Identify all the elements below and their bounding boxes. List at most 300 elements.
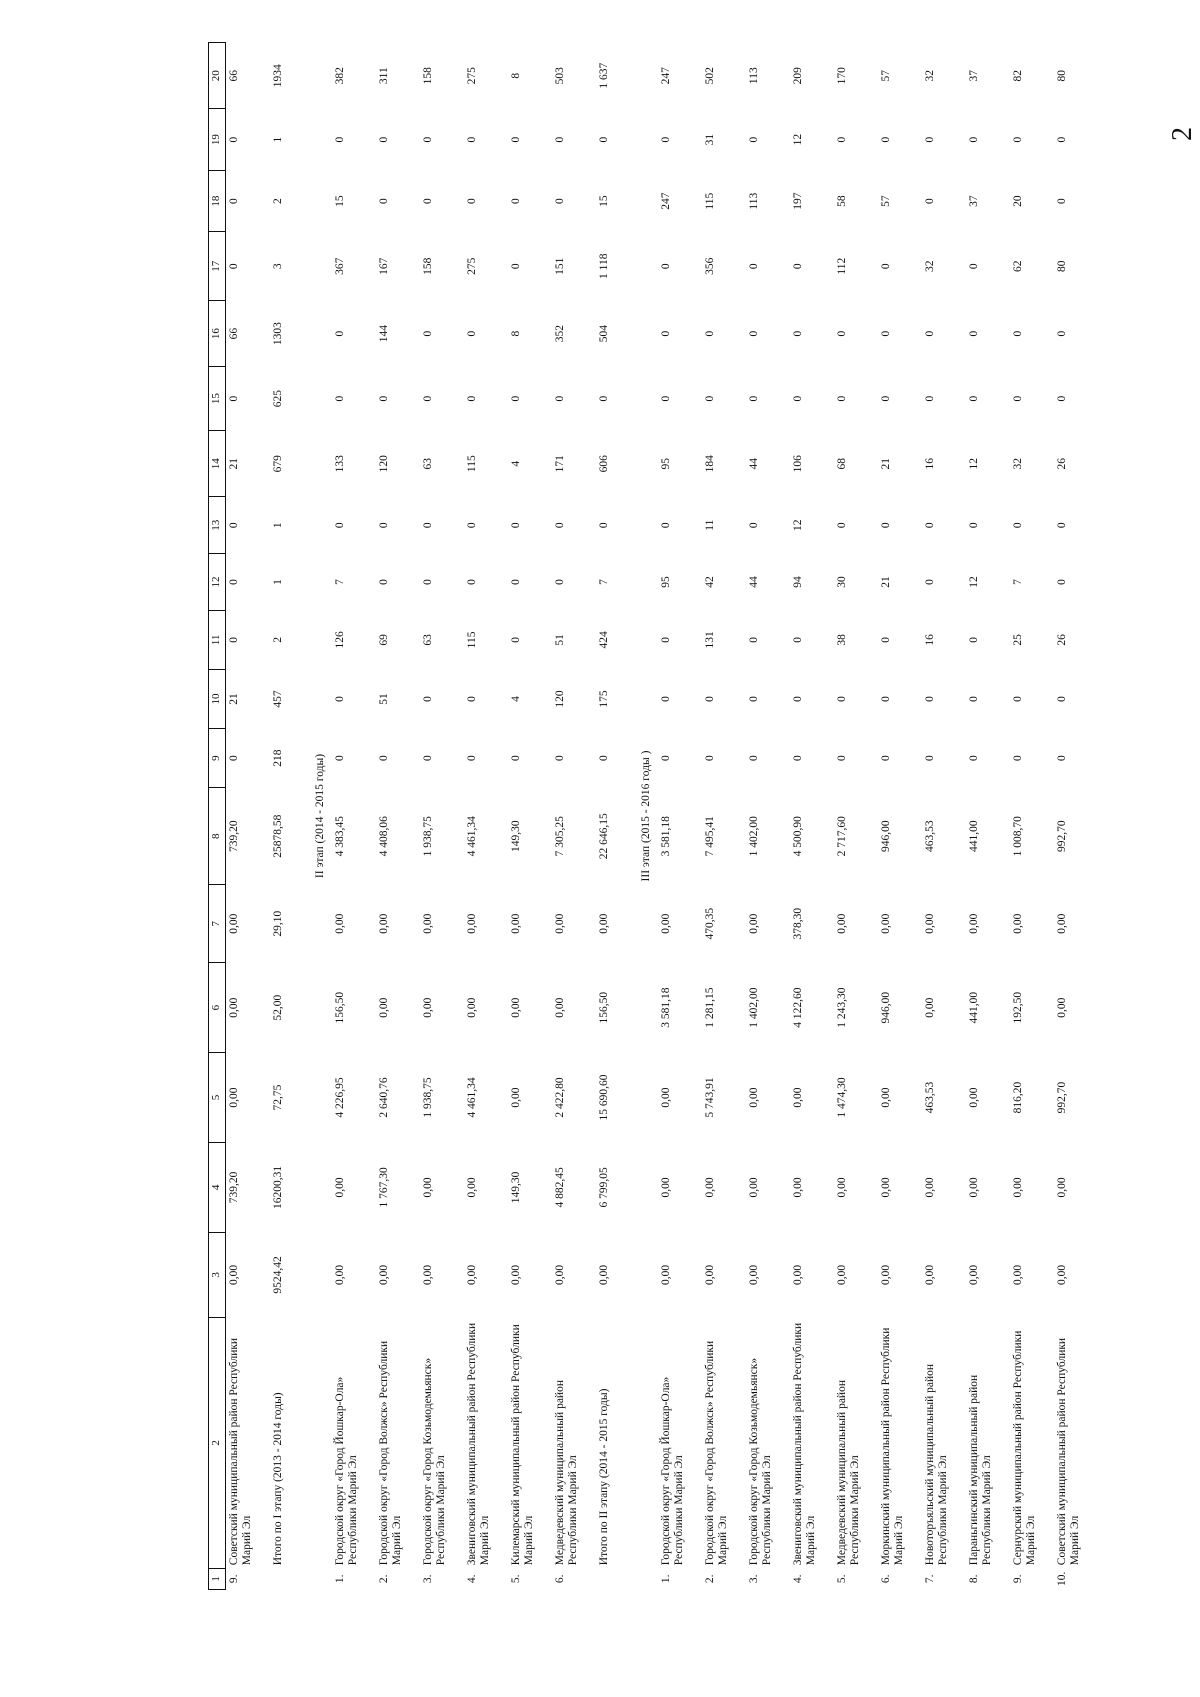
- cell-col-15: 0: [510, 395, 522, 402]
- cell-col-8: 739,20: [228, 820, 240, 852]
- table-row: [332, 43, 376, 1590]
- cell-col-12: 7: [334, 579, 346, 585]
- cell-col-4: 0,00: [1012, 1177, 1024, 1198]
- cell-col-3: 0,00: [660, 1264, 672, 1285]
- cell-col-18: 37: [968, 195, 980, 207]
- cell-col-19: 0: [660, 136, 672, 143]
- row-number: 5.: [836, 1574, 848, 1584]
- cell-col-16: 0: [880, 330, 892, 337]
- cell-col-10: 120: [554, 690, 566, 708]
- cell-col-12: 21: [880, 576, 892, 588]
- header-col-17: 17: [209, 232, 226, 301]
- cell-col-3: 0,00: [792, 1264, 804, 1285]
- row-name: Советский муниципальный район Республики Марий Эл: [228, 1337, 254, 1566]
- cell-col-16: 0: [836, 330, 848, 337]
- cell-col-7: 378,30: [792, 907, 804, 940]
- cell-col-6: 1 281,15: [704, 987, 716, 1028]
- cell-col-10: 4: [510, 696, 522, 702]
- cell-col-20: 247: [660, 67, 672, 85]
- cell-col-5: 0,00: [748, 1087, 760, 1108]
- cell-col-7: 0,00: [334, 913, 346, 934]
- cell-col-13: 11: [704, 519, 716, 531]
- cell-col-6: 946,00: [880, 991, 892, 1024]
- cell-col-15: 0: [1056, 395, 1068, 402]
- cell-col-18: 113: [748, 192, 760, 210]
- cell-col-13: 0: [466, 522, 478, 529]
- cell-col-10: 0: [1056, 696, 1068, 702]
- cell-col-9: 0: [836, 755, 848, 762]
- cell-col-16: 0: [792, 330, 804, 337]
- cell-col-13: 1: [272, 522, 284, 529]
- row-name: Городской округ «Город Волжск» Республики Марий Эл: [704, 1340, 730, 1566]
- cell-col-5: 0,00: [228, 1087, 240, 1108]
- cell-col-15: 0: [466, 395, 478, 402]
- cell-col-10: 0: [836, 696, 848, 702]
- cell-col-3: 0,00: [836, 1264, 848, 1285]
- header-col-2: 2: [209, 1317, 226, 1568]
- cell-col-15: 0: [1012, 395, 1024, 402]
- cell-col-7: 0,00: [836, 913, 848, 934]
- row-number: 1.: [660, 1574, 672, 1584]
- cell-col-8: 4 383,45: [334, 816, 346, 857]
- cell-col-16: 352: [554, 324, 566, 343]
- cell-col-16: 8: [510, 330, 522, 337]
- cell-col-12: 12: [968, 576, 980, 588]
- cell-col-6: 0,00: [510, 997, 522, 1018]
- cell-col-10: 0: [748, 696, 760, 702]
- table-row: [966, 43, 1010, 1590]
- cell-col-17: 62: [1012, 260, 1024, 272]
- cell-col-12: 0: [228, 579, 240, 585]
- table-row: [464, 43, 508, 1590]
- cell-col-9: 0: [422, 755, 434, 762]
- cell-col-7: 0,00: [422, 913, 434, 934]
- cell-col-11: 2: [272, 637, 284, 643]
- cell-col-12: 42: [704, 576, 716, 588]
- cell-col-8: 1 008,70: [1012, 816, 1024, 857]
- cell-col-13: 0: [228, 522, 240, 529]
- cell-col-10: 0: [334, 696, 346, 702]
- cell-col-9: 0: [704, 755, 716, 762]
- cell-col-14: 21: [228, 457, 240, 470]
- cell-col-20: 382: [334, 67, 346, 85]
- cell-col-8: 441,00: [968, 820, 980, 852]
- cell-col-19: 0: [228, 136, 240, 143]
- cell-col-19: 0: [378, 136, 390, 143]
- cell-col-16: 66: [228, 327, 240, 340]
- header-col-10: 10: [209, 669, 226, 728]
- cell-col-9: 0: [660, 755, 672, 762]
- page-number: 2: [1167, 127, 1198, 141]
- cell-col-3: 0,00: [510, 1264, 522, 1285]
- cell-col-5: 816,20: [1012, 1081, 1024, 1114]
- cell-col-8: 946,00: [880, 820, 892, 852]
- cell-col-7: 0,00: [660, 913, 672, 934]
- cell-col-3: 0,00: [378, 1264, 390, 1285]
- header-col-14: 14: [209, 431, 226, 497]
- cell-col-20: 502: [704, 67, 716, 85]
- cell-col-10: 0: [880, 696, 892, 702]
- cell-col-4: 0,00: [422, 1177, 434, 1198]
- cell-col-6: 52,00: [272, 994, 284, 1021]
- stage-2-heading: [314, 43, 332, 1590]
- cell-col-4: 0,00: [704, 1177, 716, 1198]
- header-col-8: 8: [209, 788, 226, 885]
- cell-col-12: 94: [792, 576, 804, 588]
- table-row: [790, 43, 834, 1590]
- cell-col-7: 0,00: [748, 913, 760, 934]
- header-col-9: 9: [209, 729, 226, 788]
- cell-col-7: 29,10: [272, 910, 284, 937]
- table-row: [376, 43, 420, 1590]
- cell-col-17: 3: [272, 263, 284, 270]
- cell-col-12: 0: [1056, 579, 1068, 585]
- cell-col-12: 44: [748, 576, 760, 588]
- cell-col-5: 1 938,75: [422, 1077, 434, 1118]
- cell-col-11: 0: [228, 637, 240, 643]
- cell-col-7: 0,00: [924, 913, 936, 934]
- cell-col-8: 4 408,06: [378, 816, 390, 857]
- cell-col-16: 0: [1012, 330, 1024, 337]
- cell-col-10: 0: [660, 696, 672, 702]
- cell-col-14: 95: [660, 457, 672, 470]
- cell-col-19: 0: [968, 136, 980, 143]
- cell-col-20: 8: [510, 72, 522, 79]
- cell-col-4: 0,00: [334, 1177, 346, 1198]
- cell-col-10: 0: [792, 696, 804, 702]
- row-name: Звениговский муниципальный район Республики Марий Эл: [466, 1322, 492, 1566]
- cell-col-17: 0: [968, 263, 980, 270]
- row-number: 3.: [748, 1574, 760, 1584]
- cell-col-14: 120: [378, 455, 390, 473]
- row-number: 3.: [422, 1574, 434, 1584]
- cell-col-8: 149,30: [510, 820, 522, 852]
- cell-col-11: 26: [1056, 634, 1068, 646]
- cell-col-10: 0: [968, 696, 980, 702]
- cell-col-13: 0: [748, 522, 760, 529]
- table-row: [420, 43, 464, 1590]
- cell-col-5: 0,00: [792, 1087, 804, 1108]
- cell-col-5: 2 422,80: [554, 1077, 566, 1118]
- cell-col-16: 1303: [272, 322, 284, 346]
- cell-col-17: 0: [792, 263, 804, 270]
- cell-col-12: 0: [924, 579, 936, 585]
- cell-col-3: 0,00: [968, 1264, 980, 1285]
- cell-col-3: 0,00: [1056, 1264, 1068, 1285]
- cell-col-19: 0: [880, 136, 892, 143]
- cell-col-12: 7: [598, 579, 610, 585]
- cell-col-17: 367: [334, 257, 346, 275]
- cell-col-14: 133: [334, 455, 346, 473]
- cell-col-11: 63: [422, 634, 434, 646]
- cell-col-13: 0: [924, 522, 936, 529]
- cell-col-5: 72,75: [272, 1084, 284, 1111]
- row-number: 5.: [510, 1574, 522, 1584]
- cell-col-14: 21: [880, 457, 892, 470]
- cell-col-18: 58: [836, 195, 848, 207]
- cell-col-4: 4 882,45: [554, 1167, 566, 1208]
- header-col-18: 18: [209, 170, 226, 232]
- cell-col-15: 0: [924, 395, 936, 402]
- cell-col-19: 12: [792, 133, 804, 146]
- cell-col-5: 992,70: [1056, 1081, 1068, 1114]
- cell-col-20: 37: [968, 69, 980, 82]
- row-name: Моркинский муниципальный район Республики Марий Эл: [880, 1327, 906, 1566]
- cell-col-19: 0: [554, 136, 566, 143]
- cell-col-13: 0: [1012, 522, 1024, 529]
- cell-col-7: 0,00: [378, 913, 390, 934]
- cell-col-14: 115: [466, 455, 478, 473]
- cell-col-6: 3 581,18: [660, 987, 672, 1028]
- cell-col-13: 0: [334, 522, 346, 529]
- cell-col-19: 0: [334, 136, 346, 143]
- row-number: [596, 1568, 640, 1589]
- table-row: [1010, 43, 1054, 1590]
- cell-col-13: 0: [836, 522, 848, 529]
- cell-col-3: 0,00: [880, 1264, 892, 1285]
- cell-col-16: 0: [704, 330, 716, 337]
- cell-col-11: 0: [510, 637, 522, 643]
- cell-col-19: 31: [704, 133, 716, 146]
- cell-col-16: 504: [598, 324, 610, 343]
- row-number: 6.: [880, 1574, 892, 1584]
- cell-col-3: 0,00: [334, 1264, 346, 1285]
- row-name: Сернурский муниципальный район Республики Марий Эл: [1012, 1330, 1038, 1566]
- cell-col-4: 149,30: [510, 1171, 522, 1204]
- cell-col-17: 1 118: [598, 253, 610, 279]
- cell-col-10: 175: [598, 690, 610, 708]
- cell-col-19: 0: [510, 136, 522, 143]
- cell-col-15: 0: [880, 395, 892, 402]
- row-number: 2.: [378, 1574, 390, 1584]
- cell-col-8: 7 305,25: [554, 816, 566, 857]
- cell-col-11: 69: [378, 634, 390, 646]
- cell-col-19: 0: [422, 136, 434, 143]
- header-col-20: 20: [209, 43, 226, 109]
- cell-col-3: 0,00: [228, 1264, 240, 1285]
- cell-col-18: 0: [554, 198, 566, 205]
- table-row: [270, 43, 314, 1590]
- cell-col-20: 275: [466, 67, 478, 85]
- cell-col-3: 0,00: [598, 1264, 610, 1285]
- cell-col-17: 0: [880, 263, 892, 270]
- cell-col-20: 1 637: [598, 62, 610, 89]
- cell-col-16: 0: [968, 330, 980, 337]
- cell-col-18: 2: [272, 198, 284, 205]
- cell-col-11: 115: [466, 631, 478, 649]
- cell-col-12: 0: [378, 579, 390, 585]
- cell-col-12: 0: [466, 579, 478, 585]
- cell-col-9: 0: [880, 755, 892, 762]
- cell-col-16: 0: [334, 330, 346, 337]
- cell-col-9: 0: [748, 755, 760, 762]
- table-row: [596, 43, 640, 1590]
- cell-col-4: 0,00: [1056, 1177, 1068, 1198]
- table-row: [508, 43, 552, 1590]
- row-name: Городской округ «Город Йошкар-Ола» Республики Марий Эл: [660, 1376, 686, 1566]
- cell-col-3: 0,00: [704, 1264, 716, 1285]
- cell-col-5: 463,53: [924, 1081, 936, 1114]
- cell-col-6: 0,00: [554, 997, 566, 1018]
- cell-col-18: 0: [924, 198, 936, 205]
- cell-col-13: 0: [422, 522, 434, 529]
- cell-col-4: 0,00: [968, 1177, 980, 1198]
- cell-col-9: 0: [334, 755, 346, 762]
- cell-col-17: 0: [748, 263, 760, 270]
- cell-col-4: 0,00: [792, 1177, 804, 1198]
- cell-col-5: 4 461,34: [466, 1077, 478, 1118]
- cell-col-14: 184: [704, 455, 716, 473]
- cell-col-7: 0,00: [554, 913, 566, 934]
- cell-col-15: 0: [598, 395, 610, 402]
- header-col-19: 19: [209, 109, 226, 171]
- cell-col-14: 63: [422, 457, 434, 470]
- cell-col-12: 95: [660, 576, 672, 588]
- row-name: Медведевский муниципальный район Республики Марий Эл: [554, 1380, 580, 1566]
- cell-col-7: 0,00: [466, 913, 478, 934]
- cell-col-20: 80: [1056, 69, 1068, 82]
- cell-col-8: 25878,58: [272, 814, 284, 858]
- cell-col-6: 1 243,30: [836, 987, 848, 1028]
- cell-col-6: 0,00: [1056, 997, 1068, 1018]
- cell-col-6: 0,00: [924, 997, 936, 1018]
- cell-col-11: 126: [334, 631, 346, 649]
- header-col-6: 6: [209, 963, 226, 1053]
- cell-col-15: 0: [554, 395, 566, 402]
- cell-col-4: 1 767,30: [378, 1167, 390, 1208]
- cell-col-9: 0: [466, 755, 478, 762]
- cell-col-14: 44: [748, 457, 760, 470]
- cell-col-17: 0: [660, 263, 672, 270]
- cell-col-6: 4 122,60: [792, 987, 804, 1028]
- header-col-1: 1: [209, 1568, 226, 1589]
- cell-col-15: 0: [704, 395, 716, 402]
- cell-col-5: 5 743,91: [704, 1077, 716, 1118]
- cell-col-12: 0: [510, 579, 522, 585]
- table-row: [922, 43, 966, 1590]
- cell-col-20: 503: [554, 67, 566, 85]
- cell-col-6: 192,50: [1012, 991, 1024, 1024]
- cell-col-13: 12: [792, 519, 804, 531]
- cell-col-18: 0: [228, 198, 240, 205]
- cell-col-10: 457: [272, 690, 284, 708]
- rotated-table-container: [208, 42, 1082, 1590]
- cell-col-9: 0: [1012, 755, 1024, 762]
- cell-col-4: 0,00: [836, 1177, 848, 1198]
- header-col-16: 16: [209, 301, 226, 367]
- cell-col-15: 0: [228, 395, 240, 402]
- cell-col-16: 0: [660, 330, 672, 337]
- cell-col-11: 0: [660, 637, 672, 643]
- cell-col-17: 0: [510, 263, 522, 270]
- cell-col-16: 144: [378, 324, 390, 343]
- row-number: 4.: [792, 1574, 804, 1584]
- cell-col-6: 0,00: [228, 997, 240, 1018]
- cell-col-11: 16: [924, 634, 936, 646]
- cell-col-18: 0: [422, 198, 434, 205]
- cell-col-11: 131: [704, 631, 716, 649]
- housing-program-table: [208, 42, 1098, 1590]
- cell-col-17: 0: [228, 263, 240, 270]
- cell-col-10: 0: [1012, 696, 1024, 702]
- cell-col-10: 0: [924, 696, 936, 702]
- cell-col-7: 0,00: [1056, 913, 1068, 934]
- column-number-header: [209, 43, 226, 1590]
- table-row: [226, 43, 271, 1590]
- row-number: [270, 1568, 314, 1589]
- cell-col-8: 463,53: [924, 820, 936, 852]
- cell-col-11: 424: [598, 631, 610, 649]
- cell-col-9: 0: [792, 755, 804, 762]
- header-col-13: 13: [209, 497, 226, 554]
- table-body: [209, 43, 1099, 1590]
- cell-col-19: 0: [924, 136, 936, 143]
- cell-col-3: 0,00: [422, 1264, 434, 1285]
- header-col-12: 12: [209, 554, 226, 611]
- cell-col-7: 0,00: [228, 913, 240, 934]
- stage-2-heading-label: II этап (2014 - 2015 годы): [314, 753, 326, 879]
- cell-col-5: 0,00: [968, 1087, 980, 1108]
- cell-col-14: 679: [272, 455, 284, 473]
- cell-col-4: 16200,31: [272, 1165, 284, 1209]
- cell-col-20: 1934: [272, 64, 284, 88]
- cell-col-4: 0,00: [466, 1177, 478, 1198]
- cell-col-13: 0: [968, 522, 980, 529]
- row-name: Итого по II этапу (2014 - 2015 годы): [598, 1388, 610, 1566]
- cell-col-18: 247: [660, 192, 672, 210]
- cell-col-12: 0: [554, 579, 566, 585]
- cell-col-18: 15: [598, 195, 610, 207]
- table-row: [834, 43, 878, 1590]
- cell-col-16: 0: [422, 330, 434, 337]
- cell-col-9: 0: [510, 755, 522, 762]
- cell-col-8: 7 495,41: [704, 816, 716, 857]
- cell-col-18: 197: [792, 192, 804, 210]
- cell-col-3: 0,00: [1012, 1264, 1024, 1285]
- cell-col-14: 106: [792, 455, 804, 473]
- row-name: Итого по I этапу (2013 - 2014 годы): [272, 1392, 284, 1566]
- cell-col-4: 6 799,05: [598, 1167, 610, 1208]
- cell-col-15: 0: [748, 395, 760, 402]
- cell-col-17: 151: [554, 257, 566, 275]
- cell-col-10: 21: [228, 693, 240, 705]
- cell-col-8: 2 717,60: [836, 816, 848, 857]
- row-number: 4.: [466, 1574, 478, 1584]
- header-col-15: 15: [209, 367, 226, 431]
- cell-col-5: 0,00: [510, 1087, 522, 1108]
- table-row: [878, 43, 922, 1590]
- cell-col-15: 0: [422, 395, 434, 402]
- cell-col-19: 0: [598, 136, 610, 143]
- cell-col-9: 0: [378, 755, 390, 762]
- cell-col-3: 0,00: [924, 1264, 936, 1285]
- table-row: [552, 43, 596, 1590]
- row-name: Городской округ «Город Козьмодемьянск» Республики Марий Эл: [422, 1357, 448, 1566]
- cell-col-8: 4 500,90: [792, 816, 804, 857]
- cell-col-18: 15: [334, 195, 346, 207]
- cell-col-14: 16: [924, 457, 936, 470]
- row-name: Советский муниципальный район Республики Марий Эл: [1056, 1337, 1082, 1566]
- cell-col-14: 12: [968, 457, 980, 470]
- cell-col-5: 0,00: [660, 1087, 672, 1108]
- cell-col-4: 0,00: [748, 1177, 760, 1198]
- cell-col-8: 992,70: [1056, 820, 1068, 852]
- cell-col-14: 171: [554, 455, 566, 473]
- cell-col-8: 4 461,34: [466, 816, 478, 857]
- cell-col-13: 0: [880, 522, 892, 529]
- header-col-7: 7: [209, 885, 226, 963]
- cell-col-19: 0: [836, 136, 848, 143]
